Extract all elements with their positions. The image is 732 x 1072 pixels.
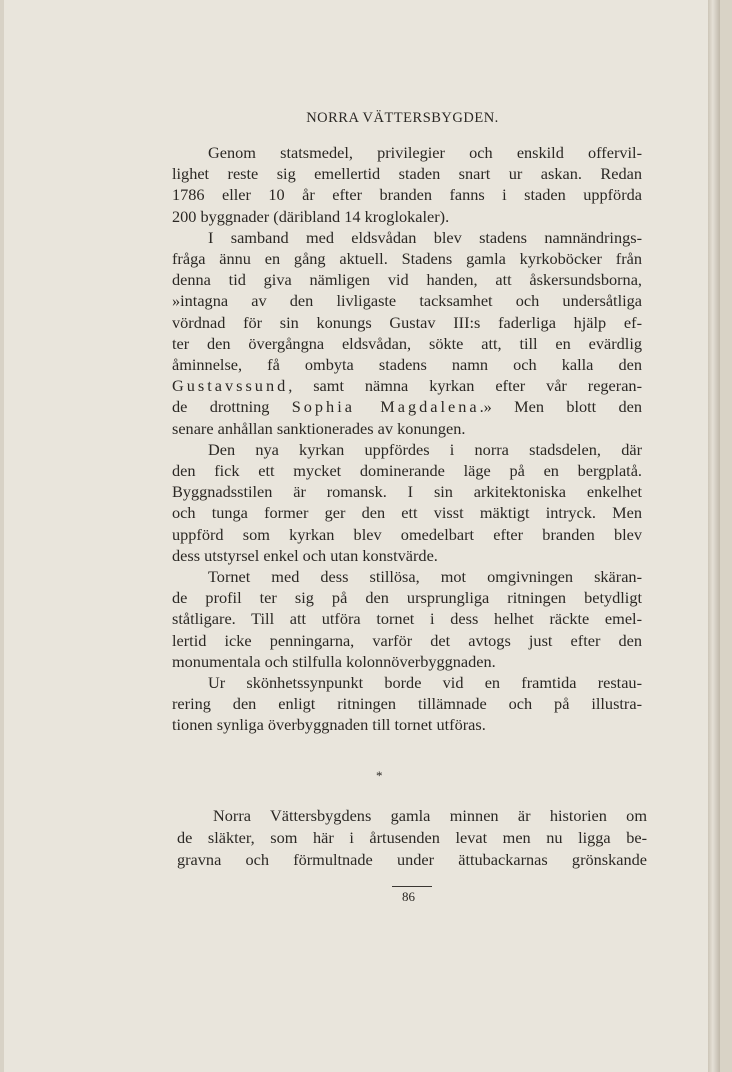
text-line: de profil ter sig på den ursprungliga ritningen betydligt (172, 588, 642, 608)
text-line: uppförd som kyrkan blev omedelbart efter branden blev (172, 524, 642, 544)
text-line: lighet reste sig emellertid staden snart ur askan. Redan (172, 164, 642, 184)
text-line: Byggnadsstilen är romansk. I sin arkitektoniska enkelhet (172, 482, 642, 502)
text-line: rering den enligt ritningen tillämnade och på illustra- (172, 694, 642, 714)
text-line: I samband med eldsvådan blev stadens namnändrings- (208, 227, 642, 247)
text-line (172, 375, 642, 396)
page-number-rule (392, 886, 432, 887)
text-line: »intagna av den livligaste tacksamhet och undersåtliga (172, 291, 642, 311)
text-line: Norra Vättersbygdens gamla minnen är historien om (213, 806, 647, 825)
text-line: senare anhållan sanktionerades av konungen. (172, 418, 466, 438)
text-line: Ur skönhetssynpunkt borde vid en framtida restau- (208, 673, 642, 693)
text-segment: , samt nämna kyrkan efter vår regeran- (288, 376, 642, 396)
text-line: de släkter, som här i årtusenden levat men nu ligga be- (177, 828, 647, 847)
text-line: Tornet med dess stillösa, mot omgivningen skäran- (208, 567, 642, 587)
running-header: NORRA VÄTTERSBYGDEN. (306, 110, 499, 126)
text-line: denna tid giva nämligen vid handen, att åskersundsborna, (172, 270, 642, 290)
text-line: vördnad för sin konungs Gustav III:s faderliga hjälp ef- (172, 312, 642, 332)
text-line: Den nya kyrkan uppfördes i norra stadsdelen, där (208, 439, 642, 459)
text-line (172, 396, 642, 417)
text-line: den fick ett mycket dominerande läge på en bergplatå. (172, 461, 642, 481)
section-separator: * (376, 768, 383, 783)
text-line: ter den övergångna eldsvådan, sökte att, till en evärdlig (172, 333, 642, 353)
text-line: lertid icke penningarna, varför det avtogs just efter den (172, 630, 642, 650)
page-edge-right (708, 0, 720, 1072)
text-line: 1786 eller 10 år efter branden fanns i staden uppförda (172, 185, 642, 205)
body-text (172, 142, 642, 736)
text-line: dess utstyrsel enkel och utan konstvärde. (172, 545, 438, 565)
text-line: tionen synliga överbyggnaden till tornet utföras. (172, 715, 486, 735)
text-line: gravna och förmultnade under ättubackarnas grönskande (177, 850, 647, 869)
body-text-continued (177, 805, 647, 871)
text-line: Genom statsmedel, privilegier och enskild offervil- (208, 143, 642, 162)
page-edge-left (0, 0, 4, 1072)
spaced-name: Gustavssund (172, 376, 289, 396)
text-line: ståtligare. Till att utföra tornet i dess helhet räckte emel- (172, 609, 642, 629)
text-line: 200 byggnader (däribland 14 kroglokaler). (172, 206, 450, 226)
page-number: 86 (402, 889, 415, 904)
text-segment: .» Men blott den (479, 397, 643, 417)
text-line: åminnelse, få ombyta stadens namn och kalla den (172, 355, 642, 375)
text-segment: de drottning (172, 397, 292, 417)
text-line: fråga ännu en gång aktuell. Stadens gamla kyrkoböcker från (172, 249, 642, 269)
spaced-name: Sophia Magdalena (291, 397, 480, 417)
text-line: och tunga former ger den ett visst mäktigt intryck. Men (172, 503, 642, 523)
text-line: monumentala och stilfulla kolonnöverbyggnaden. (172, 651, 496, 671)
